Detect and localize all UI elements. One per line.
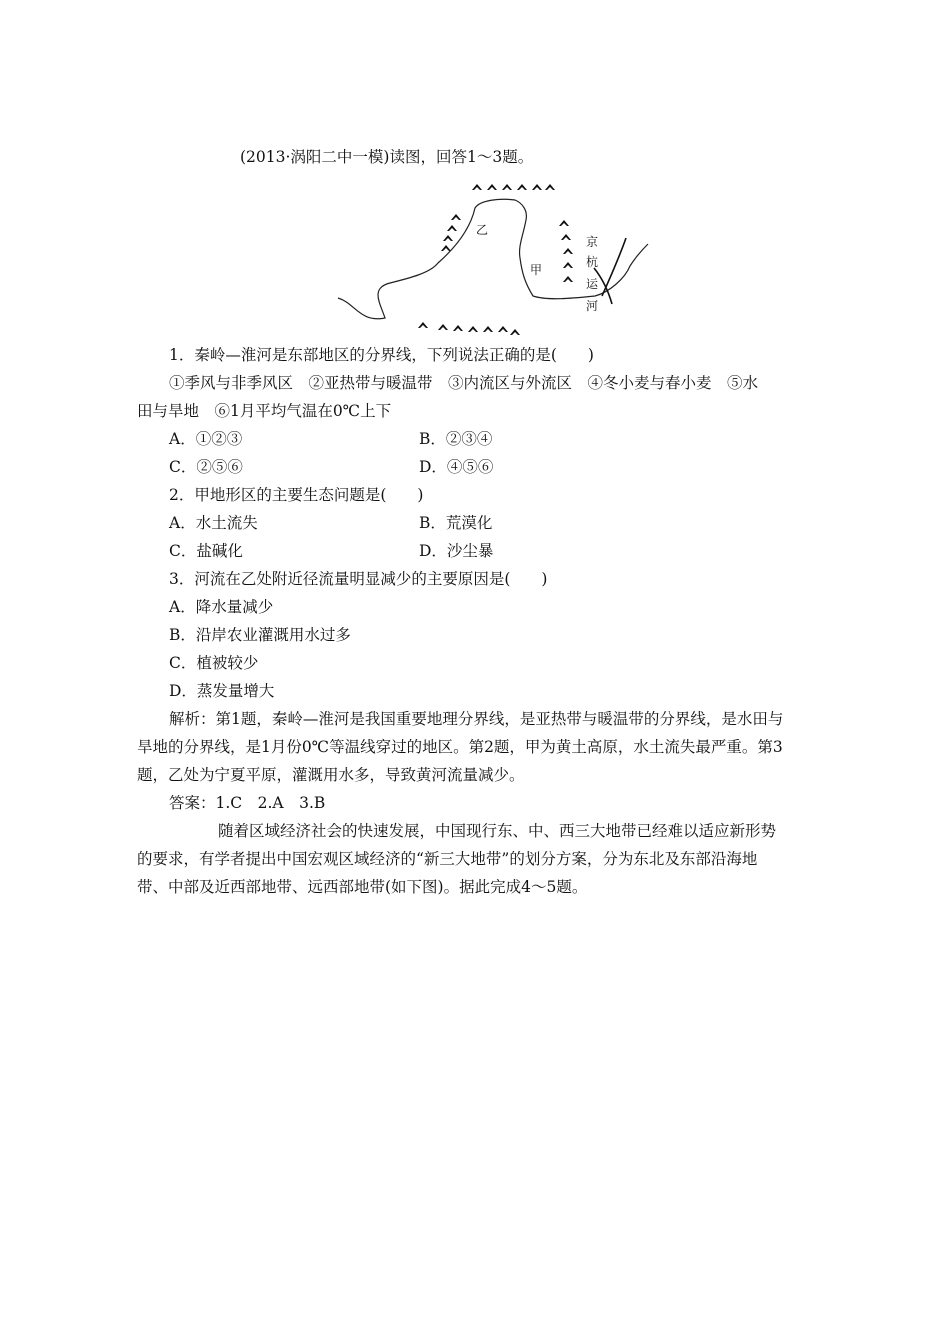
q2-option-b: B．荒漠化	[419, 514, 493, 532]
intro2-line-1: 随着区域经济社会的快速发展，中国现行东、中、西三大地带已经难以适应新形势	[218, 822, 777, 840]
q2-option-c: C．盐碱化	[169, 542, 243, 560]
q2-option-d: D．沙尘暴	[419, 542, 494, 560]
q2-option-a: A．水土流失	[169, 514, 258, 532]
yellow-river-map	[330, 178, 650, 338]
grand-canal	[594, 238, 626, 304]
canal-char-1: 京	[586, 235, 599, 249]
q3-stem: 3．河流在乙处附近径流量明显减少的主要原因是( )	[169, 570, 548, 588]
intro2-line-2: 的要求，有学者提出中国宏观区域经济的“新三大地带”的划分方案，分为东北及东部沿海地	[137, 850, 758, 868]
canal-char-4: 河	[586, 299, 599, 313]
intro-text: (2013·涡阳二中一模)读图，回答1～3题。	[240, 148, 534, 166]
q3-option-c: C．植被较少	[169, 654, 259, 672]
q1-statements-1: ①季风与非季风区 ②亚热带与暖温带 ③内流区与外流区 ④冬小麦与春小麦 ⑤水	[169, 374, 759, 392]
intro2-line-3: 带、中部及近西部地带、远西部地带(如下图)。据此完成4～5题。	[137, 878, 588, 896]
q1-option-d: D．④⑤⑥	[419, 458, 494, 476]
label-jia: 甲	[530, 263, 543, 277]
yellow-river	[338, 199, 648, 319]
q1-option-c: C．②⑤⑥	[169, 458, 243, 476]
q1-stem: 1．秦岭—淮河是东部地区的分界线，下列说法正确的是( )	[169, 346, 594, 364]
q3-option-b: B．沿岸农业灌溉用水过多	[169, 626, 351, 644]
analysis-line-2: 旱地的分界线，是1月份0℃等温线穿过的地区。第2题，甲为黄土高原，水土流失最严重。第3	[137, 738, 783, 756]
answer-line: 答案：1.C 2.A 3.B	[169, 794, 326, 812]
q3-option-a: A．降水量减少	[169, 598, 274, 616]
q2-stem: 2．甲地形区的主要生态问题是( )	[169, 486, 424, 504]
label-yi: 乙	[476, 223, 489, 237]
q3-option-d: D．蒸发量增大	[169, 682, 275, 700]
analysis-line-1: 解析：第1题，秦岭—淮河是我国重要地理分界线，是亚热带与暖温带的分界线，是水田与	[169, 710, 784, 728]
q1-option-a: A．①②③	[169, 430, 243, 448]
q1-statements-2: 田与旱地 ⑥1月平均气温在0℃上下	[137, 402, 392, 420]
canal-char-3: 运	[586, 277, 599, 291]
analysis-line-3: 题，乙处为宁夏平原，灌溉用水多，导致黄河流量减少。	[137, 766, 525, 784]
canal-char-2: 杭	[586, 255, 599, 269]
q1-option-b: B．②③④	[419, 430, 493, 448]
